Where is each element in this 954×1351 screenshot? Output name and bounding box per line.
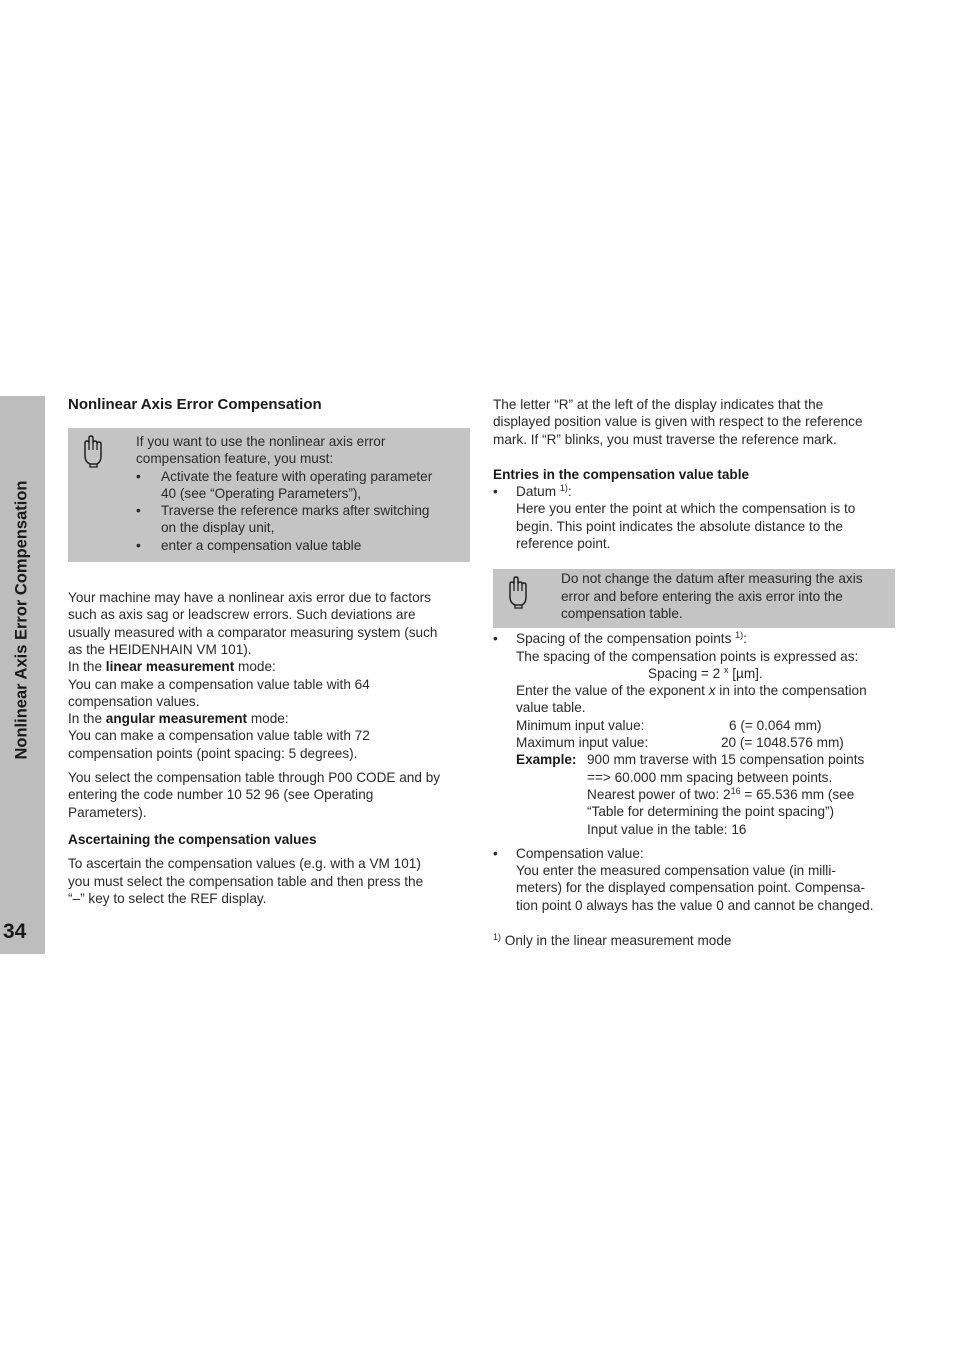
code-paragraph — [68, 769, 470, 821]
example-label: Example: — [516, 752, 577, 768]
footnote: $^{1)}$ Only in the linear measurement mode — [493, 932, 732, 949]
bullet: • — [136, 537, 141, 553]
note-box — [493, 569, 895, 628]
text-line: entering the code number 10 52 96 (see Operating — [68, 787, 374, 803]
exponent-line: Enter the value of the exponent x in into the compensation — [516, 683, 867, 699]
text-line: 900 mm traverse with 15 compensation points — [587, 752, 865, 768]
linear-mode-line: In the linear measurement mode: — [68, 659, 276, 675]
text-line: The letter “R” at the left of the display indicates that the — [493, 397, 824, 412]
text-line: Here you enter the point at which the compensation is to — [516, 501, 856, 517]
bullet: • — [493, 631, 498, 647]
section-heading: Nonlinear Axis Error Compensation — [68, 396, 322, 413]
list-item — [136, 468, 462, 503]
pointing-hand-icon — [506, 575, 532, 609]
text-line: Input value in the table: 16 — [587, 821, 747, 837]
text-line: usually measured with a comparator measuring system (such — [68, 624, 438, 640]
note-text — [136, 428, 470, 562]
text-line: as the HEIDENHAIN VM 101). — [68, 641, 252, 657]
bullet: • — [493, 845, 498, 861]
list-item-text: enter a compensation value table — [161, 537, 362, 553]
list-item-text: on the display unit, — [161, 520, 275, 536]
text-line: compensation values. — [68, 693, 200, 709]
angular-mode-line: In the angular measurement mode: — [68, 711, 289, 727]
list-item-spacing — [493, 630, 895, 838]
text-line: “–” key to select the REF display. — [68, 890, 267, 906]
text-line: begin. This point indicates the absolute distance to the — [516, 518, 843, 534]
note-intro-line: If you want to use the nonlinear axis error — [136, 434, 386, 449]
page-number: 34 — [3, 920, 27, 943]
subheading: Entries in the compensation value table — [493, 466, 750, 482]
text-line: To ascertain the compensation values (e.g. with a VM 101) — [68, 856, 421, 872]
text-line: You enter the measured compensation value (in milli- — [516, 863, 836, 879]
note-box — [68, 428, 470, 562]
text-line: compensation table. — [561, 605, 683, 621]
text-line: meters) for the displayed compensation point. Compensa- — [516, 880, 866, 896]
text-line: Do not change the datum after measuring the axis — [561, 571, 863, 587]
min-row — [516, 717, 895, 734]
formula: Spacing = 2 $^x$ [µm]. — [648, 664, 763, 681]
bullet: • — [136, 468, 141, 484]
spacing-label: Spacing of the compensation points $^{1)}$: — [516, 630, 747, 647]
text-line: value table. — [516, 700, 586, 716]
list-item-text: Traverse the reference marks after switching — [161, 503, 430, 519]
datum-label: Datum $^{1)}$: — [516, 483, 572, 500]
right-column — [493, 396, 895, 949]
text-line: displayed position value is given with respect to the reference — [493, 414, 863, 430]
text-line: error and before entering the axis error into the — [561, 588, 843, 604]
note-intro-line: compensation feature, you must: — [136, 451, 334, 467]
bullet: • — [136, 503, 141, 519]
text-line: Your machine may have a nonlinear axis error due to factors — [68, 590, 431, 606]
max-label: Maximum input value: — [516, 735, 649, 751]
text-line: tion point 0 always has the value 0 and cannot be changed. — [516, 897, 874, 913]
text-line: You can make a compensation value table with 64 — [68, 676, 370, 692]
text-line: reference point. — [516, 536, 611, 552]
list-item-text: Activate the feature with operating parameter — [161, 468, 433, 484]
text-line: You select the compensation table through P00 CODE and by — [68, 770, 441, 786]
example-block — [516, 751, 895, 837]
min-value: 6 (= 0.064 mm) — [729, 717, 822, 733]
compensation-label: Compensation value: — [516, 845, 644, 861]
list-item — [136, 537, 462, 554]
text-line: ==> 60.000 mm spacing between points. — [587, 769, 833, 785]
left-column — [68, 396, 470, 907]
list-item-text: 40 (see “Operating Parameters”), — [161, 485, 362, 501]
text-line: such as axis sag or leadscrew errors. Such deviations are — [68, 607, 416, 623]
text-line: compensation points (point spacing: 5 degrees). — [68, 745, 358, 761]
text-line: you must select the compensation table and then press the — [68, 873, 424, 889]
bullet: • — [493, 484, 498, 500]
intro-paragraph — [68, 589, 470, 762]
subheading: Ascertaining the compensation values — [68, 831, 317, 847]
side-title: Nonlinear Axis Error Compensation — [12, 480, 31, 760]
max-value: 20 (= 1048.576 mm) — [721, 735, 844, 751]
list-item — [136, 502, 462, 537]
text-line: You can make a compensation value table with 72 — [68, 728, 370, 744]
list-item-datum — [493, 483, 895, 552]
reference-paragraph — [493, 396, 895, 448]
note-text — [561, 569, 895, 628]
text-line: mark. If “R” blinks, you must traverse the reference mark. — [493, 431, 837, 447]
max-row — [516, 734, 895, 751]
text-line: “Table for determining the point spacing”) — [587, 804, 835, 820]
text-line: The spacing of the compensation points is expressed as: — [516, 648, 859, 664]
ascertain-paragraph — [68, 855, 470, 907]
power-line: Nearest power of two: $2^{16} = 65.536$ mm (see — [587, 785, 855, 802]
text-line: Parameters). — [68, 804, 147, 820]
pointing-hand-icon — [81, 434, 107, 468]
list-item-compensation — [493, 845, 895, 914]
min-label: Minimum input value: — [516, 717, 645, 733]
